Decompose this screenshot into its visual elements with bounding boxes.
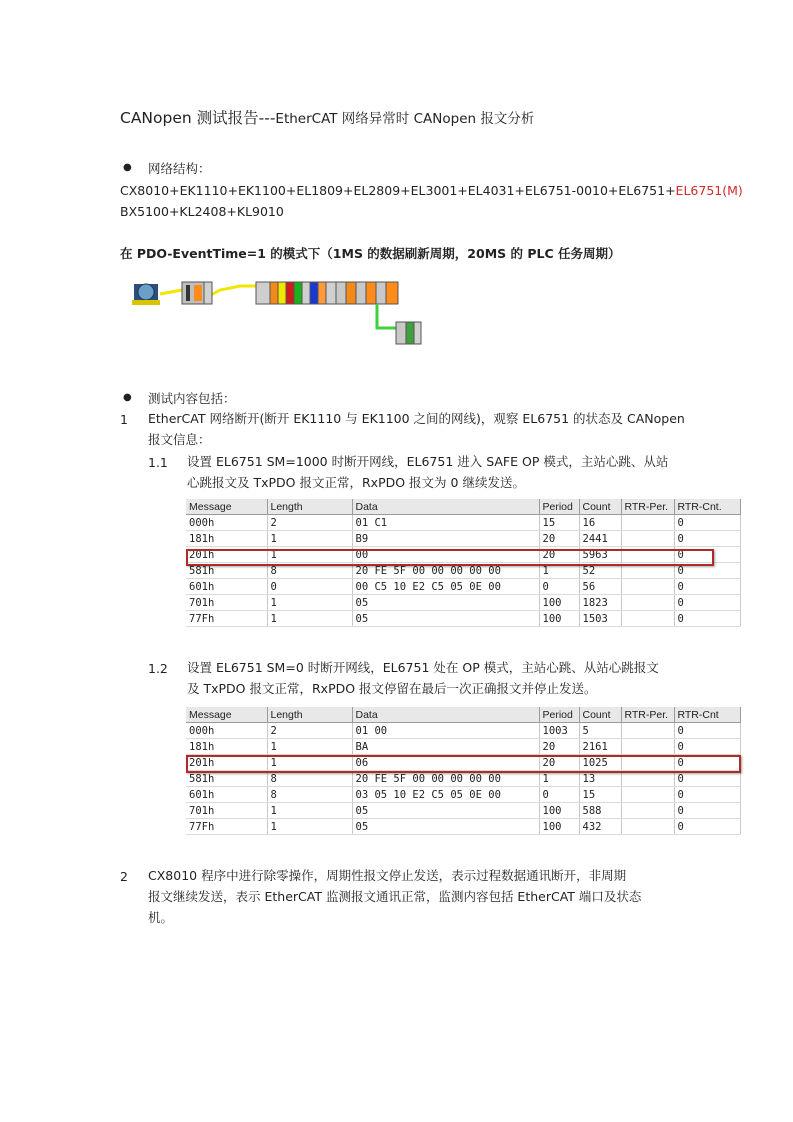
table-cell: 8: [267, 563, 352, 579]
table-cell: 0: [674, 755, 740, 771]
table-cell: 06: [352, 755, 539, 771]
table-cell: 0: [674, 787, 740, 803]
table-cell: 0: [674, 611, 740, 627]
table-cell: 100: [539, 803, 579, 819]
page-title: [120, 106, 534, 128]
table-row[interactable]: [186, 531, 740, 547]
table-cell: 15: [539, 515, 579, 531]
network-line-1-text: CX8010+EK1110+EK1100+EL1809+EL2809+EL3001+EL4031+EL6751-0010+EL6751+: [120, 183, 676, 198]
table-cell: [621, 515, 674, 531]
title-tail: EtherCAT 网络异常时 CANopen 报文分析: [275, 111, 535, 127]
item-1-2-line-2: 及 TxPDO 报文正常，RxPDO 报文停留在最后一次正确报文并停止发送。: [187, 681, 597, 696]
highlight-row-201h: [186, 549, 714, 566]
table-cell: 16: [579, 515, 621, 531]
item-1-1-line-2: 心跳报文及 TxPDO 报文正常，RxPDO 报文为 0 继续发送。: [187, 475, 525, 490]
table-cell: [621, 787, 674, 803]
table-cell: 0: [267, 579, 352, 595]
table-cell: 52: [579, 563, 621, 579]
table-cell: 05: [352, 803, 539, 819]
table-cell: 601h: [186, 579, 267, 595]
bullet-icon: ●: [123, 162, 132, 173]
table-row[interactable]: [186, 611, 740, 627]
table-cell: 201h: [186, 547, 267, 563]
table-cell: 701h: [186, 595, 267, 611]
table-cell: 03 05 10 E2 C5 05 0E 00: [352, 787, 539, 803]
item-2-line-2: 报文继续发送，表示 EtherCAT 监测报文通讯正常，监测内容包括 EtherCAT 端口及状态: [148, 889, 642, 904]
bullet-icon: ●: [123, 392, 132, 403]
table-cell: 20 FE 5F 00 00 00 00 00: [352, 771, 539, 787]
table-cell: 1025: [579, 755, 621, 771]
table-cell: 20: [539, 739, 579, 755]
table-cell: 0: [674, 723, 740, 739]
table-cell: 2161: [579, 739, 621, 755]
table-cell: 1: [267, 547, 352, 563]
table-row[interactable]: [186, 515, 740, 531]
item-1-2-number: 1.2: [148, 661, 168, 676]
table-cell: 1: [267, 755, 352, 771]
table-row[interactable]: [186, 723, 740, 739]
table-cell: 1823: [579, 595, 621, 611]
terminal-block-icon: [396, 322, 421, 344]
item-1-line-1: EtherCAT 网络断开(断开 EK1110 与 EK1100 之间的网线)，观察 EL6751 的状态及 CANopen: [148, 411, 685, 426]
item-1-2-line-1: 设置 EL6751 SM=0 时断开网线，EL6751 处在 OP 模式，主站心跳、从站心跳报文: [187, 660, 659, 675]
table-cell: 0: [674, 771, 740, 787]
table-row[interactable]: [186, 787, 740, 803]
table-cell: 432: [579, 819, 621, 835]
table-cell: 581h: [186, 563, 267, 579]
column-header[interactable]: RTR-Cnt.: [674, 499, 740, 515]
column-header[interactable]: RTR-Cnt: [674, 707, 740, 723]
table-cell: [621, 595, 674, 611]
table-cell: 1: [267, 595, 352, 611]
table-cell: 1: [267, 803, 352, 819]
table-cell: 0: [674, 515, 740, 531]
table-cell: 05: [352, 819, 539, 835]
table-cell: 77Fh: [186, 611, 267, 627]
table-cell: 5: [579, 723, 621, 739]
table-cell: 201h: [186, 755, 267, 771]
column-header[interactable]: Count: [579, 707, 621, 723]
network-label: 网络结构：: [148, 161, 211, 176]
network-topology-image: [130, 278, 422, 346]
table-cell: 1503: [579, 611, 621, 627]
column-header[interactable]: Count: [579, 499, 621, 515]
table-cell: 601h: [186, 787, 267, 803]
table-cell: 5963: [579, 547, 621, 563]
item-1-1-number: 1.1: [148, 455, 168, 470]
table-cell: 20: [539, 531, 579, 547]
table-cell: 20: [539, 547, 579, 563]
table-cell: 0: [674, 803, 740, 819]
table-cell: [621, 723, 674, 739]
item-2-line-1: CX8010 程序中进行除零操作，周期性报文停止发送，表示过程数据通讯断开，非周期: [148, 868, 627, 883]
table-cell: 8: [267, 771, 352, 787]
table-cell: 00 C5 10 E2 C5 05 0E 00: [352, 579, 539, 595]
table-cell: 000h: [186, 515, 267, 531]
column-header[interactable]: Length: [267, 707, 352, 723]
table-cell: 1: [539, 563, 579, 579]
column-header[interactable]: Message: [186, 499, 267, 515]
table-cell: 701h: [186, 803, 267, 819]
network-pc-icon: [132, 284, 160, 305]
table-cell: 20: [539, 755, 579, 771]
table-cell: 56: [579, 579, 621, 595]
table-cell: 13: [579, 771, 621, 787]
table-cell: [621, 579, 674, 595]
column-header[interactable]: Period: [539, 499, 579, 515]
table-cell: 0: [674, 595, 740, 611]
table-cell: 15: [579, 787, 621, 803]
table-cell: 0: [674, 563, 740, 579]
table-cell: 0: [539, 787, 579, 803]
table-cell: 1003: [539, 723, 579, 739]
highlight-row-201h: [186, 755, 741, 773]
column-header[interactable]: Message: [186, 707, 267, 723]
mode-heading: 在 PDO-EventTime=1 的模式下（1MS 的数据刷新周期，20MS 的 PLC 任务周期）: [120, 246, 621, 261]
title-main: CANopen 测试报告---: [120, 109, 276, 127]
table-cell: 2441: [579, 531, 621, 547]
table-cell: [621, 739, 674, 755]
network-line-2: BX5100+KL2408+KL9010: [120, 204, 284, 219]
table-row[interactable]: [186, 739, 740, 755]
test-content-label: 测试内容包括：: [148, 391, 236, 406]
table-cell: 01 C1: [352, 515, 539, 531]
table-row[interactable]: [186, 803, 740, 819]
table-row[interactable]: [186, 595, 740, 611]
table-cell: 0: [674, 739, 740, 755]
table-cell: 1: [539, 771, 579, 787]
table-cell: 588: [579, 803, 621, 819]
table-cell: 01 00: [352, 723, 539, 739]
table-cell: 0: [674, 819, 740, 835]
table-cell: [621, 819, 674, 835]
table-cell: 1: [267, 611, 352, 627]
table-row[interactable]: [186, 579, 740, 595]
item-2-line-3: 机。: [148, 910, 174, 925]
table-cell: BA: [352, 739, 539, 755]
table-cell: 1: [267, 739, 352, 755]
table-cell: 2: [267, 515, 352, 531]
table-cell: 0: [539, 579, 579, 595]
table-cell: 77Fh: [186, 819, 267, 835]
table-cell: 1: [267, 819, 352, 835]
item-1-number: 1: [120, 412, 128, 427]
table-cell: 1: [267, 531, 352, 547]
table-cell: 8: [267, 787, 352, 803]
table-cell: 181h: [186, 531, 267, 547]
table-cell: B9: [352, 531, 539, 547]
column-header[interactable]: RTR-Per.: [621, 707, 674, 723]
column-header[interactable]: Data: [352, 499, 539, 515]
table-cell: 100: [539, 611, 579, 627]
table-cell: 05: [352, 595, 539, 611]
table-row[interactable]: [186, 819, 740, 835]
table-cell: [621, 611, 674, 627]
table-cell: 181h: [186, 739, 267, 755]
table-cell: [621, 803, 674, 819]
table-cell: 0: [674, 547, 740, 563]
table-cell: 100: [539, 819, 579, 835]
table-cell: 100: [539, 595, 579, 611]
column-header[interactable]: RTR-Per.: [621, 499, 674, 515]
item-1-1-line-1: 设置 EL6751 SM=1000 时断开网线，EL6751 进入 SAFE OP 模式，主站心跳、从站: [187, 454, 669, 469]
table-header-row: [186, 499, 740, 515]
table-cell: 0: [674, 579, 740, 595]
item-2-number: 2: [120, 869, 128, 884]
table-cell: 0: [674, 531, 740, 547]
table-cell: 2: [267, 723, 352, 739]
table-cell: 581h: [186, 771, 267, 787]
table-cell: [621, 531, 674, 547]
column-header[interactable]: Period: [539, 707, 579, 723]
table-cell: 00: [352, 547, 539, 563]
item-1-line-2: 报文信息：: [148, 432, 211, 447]
table-header-row: [186, 707, 740, 723]
column-header[interactable]: Length: [267, 499, 352, 515]
table-cell: 20 FE 5F 00 00 00 00 00: [352, 563, 539, 579]
table-cell: 000h: [186, 723, 267, 739]
column-header[interactable]: Data: [352, 707, 539, 723]
network-line-1-red: EL6751(M): [675, 183, 743, 198]
table-cell: 05: [352, 611, 539, 627]
network-line-1: [120, 180, 743, 201]
